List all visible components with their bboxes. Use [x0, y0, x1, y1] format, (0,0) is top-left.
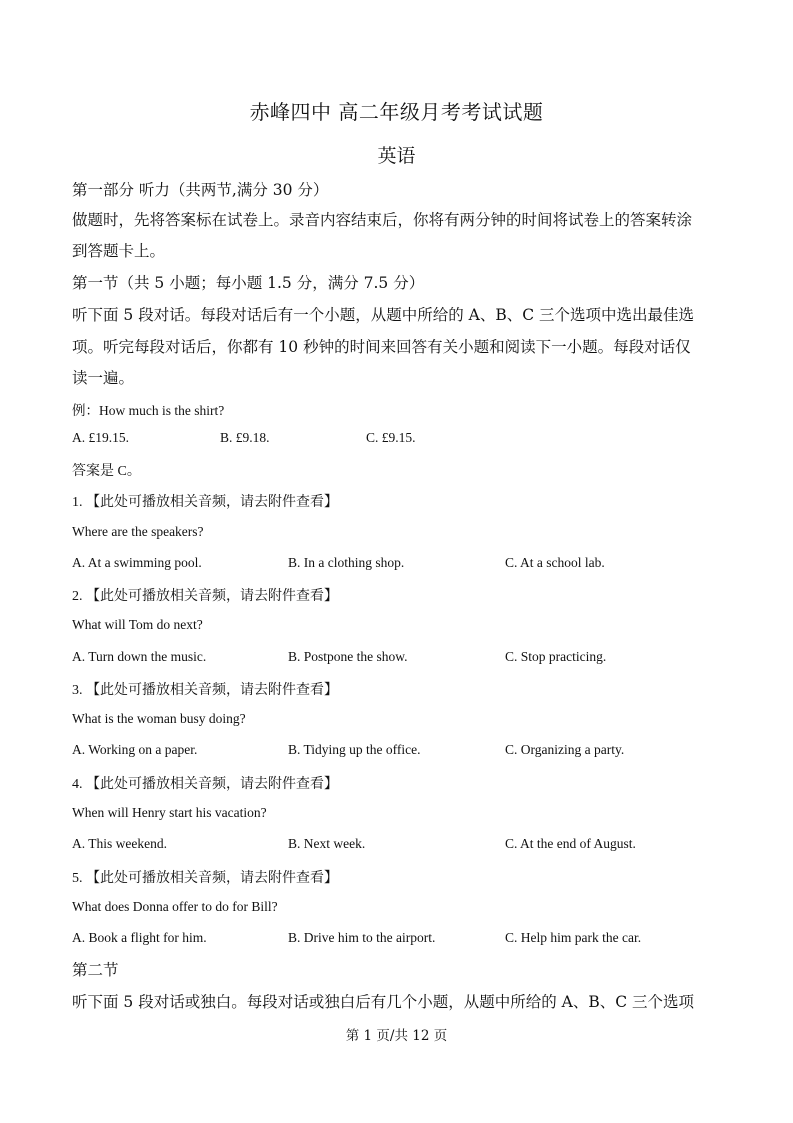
subject-title: 英语 [377, 145, 416, 167]
question-1-label[interactable]: 1. 【此处可播放相关音频，请去附件查看】 [72, 495, 338, 510]
question-1-option-a: A. At a swimming pool. [72, 555, 202, 570]
question-4-text: When will Henry start his vacation? [72, 805, 267, 820]
question-1-option-b: B. In a clothing shop. [288, 555, 405, 570]
part1-heading: 第一部分 听力（共两节,满分 30 分） [72, 181, 329, 199]
question-2-option-c: C. Stop practicing. [505, 649, 607, 664]
section1-instructions-line2: 项。听完每段对话后，你都有 10 秒钟的时间来回答有关小题和阅读下一小题。每段对话仅 [72, 338, 691, 356]
example-question: 例：How much is the shirt? [72, 403, 225, 418]
question-2-label[interactable]: 2. 【此处可播放相关音频，请去附件查看】 [72, 589, 338, 604]
question-2-text: What will Tom do next? [72, 617, 203, 632]
example-option-b: B. £9.18. [220, 430, 270, 445]
question-3-text: What is the woman busy doing? [72, 711, 246, 726]
example-answer: 答案是 C。 [72, 464, 141, 479]
question-3-option-c: C. Organizing a party. [505, 742, 625, 757]
part1-instructions-line2: 到答题卡上。 [72, 242, 166, 260]
example-option-c: C. £9.15. [366, 430, 416, 445]
question-5-label[interactable]: 5. 【此处可播放相关音频，请去附件查看】 [72, 871, 338, 886]
part1-instructions-line1: 做题时，先将答案标在试卷上。录音内容结束后，你将有两分钟的时间将试卷上的答案转涂 [72, 211, 693, 229]
section1-heading: 第一节（共 5 小题；每小题 1.5 分，满分 7.5 分） [72, 274, 425, 292]
page-title: 赤峰四中 高二年级月考考试试题 [249, 100, 544, 124]
section2-heading: 第二节 [72, 961, 119, 979]
question-4-option-b: B. Next week. [288, 836, 366, 851]
section1-instructions-line1: 听下面 5 段对话。每段对话后有一个小题，从题中所给的 A、B、C 三个选项中选出最佳选 [72, 306, 695, 324]
example-option-a: A. £19.15. [72, 430, 129, 445]
question-3-option-b: B. Tidying up the office. [288, 742, 421, 757]
question-5-option-b: B. Drive him to the airport. [288, 930, 436, 945]
question-3-option-a: A. Working on a paper. [72, 742, 198, 757]
section2-instructions-line1: 听下面 5 段对话或独白。每段对话或独白后有几个小题，从题中所给的 A、B、C 三个选项 [72, 993, 695, 1011]
question-5-text: What does Donna offer to do for Bill? [72, 899, 278, 914]
page-footer: 第 1 页/共 12 页 [345, 1028, 448, 1044]
question-4-option-a: A. This weekend. [72, 836, 167, 851]
section1-instructions-line3: 读一遍。 [72, 369, 135, 387]
question-1-option-c: C. At a school lab. [505, 555, 605, 570]
question-5-option-c: C. Help him park the car. [505, 930, 642, 945]
question-1-text: Where are the speakers? [72, 524, 204, 539]
question-3-label[interactable]: 3. 【此处可播放相关音频，请去附件查看】 [72, 683, 338, 698]
question-2-option-b: B. Postpone the show. [288, 649, 408, 664]
question-5-option-a: A. Book a flight for him. [72, 930, 207, 945]
question-2-option-a: A. Turn down the music. [72, 649, 207, 664]
question-4-option-c: C. At the end of August. [505, 836, 636, 851]
question-4-label[interactable]: 4. 【此处可播放相关音频，请去附件查看】 [72, 777, 338, 792]
